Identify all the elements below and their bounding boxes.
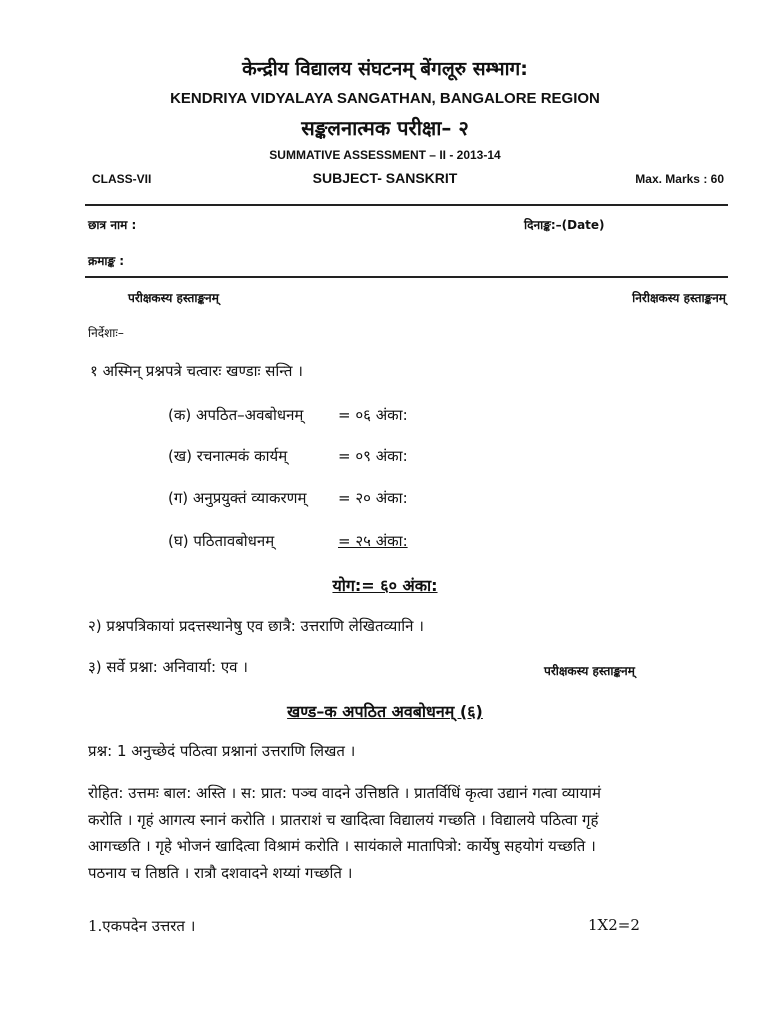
section-gha-marks: = २५ अंका:: [338, 532, 408, 550]
sub-question-1: 1.एकपदेन उत्तरत ।: [88, 917, 196, 935]
student-name-field: छात्र नाम :: [88, 218, 137, 232]
question-1: प्रश्न: 1 अनुच्छेदं पठित्वा प्रश्नानां उत्तराणि लिखत ।: [88, 742, 356, 760]
date-field: दिनाङ्क:–(Date): [524, 218, 605, 232]
sub-question-marks: 1X2=2: [588, 916, 640, 934]
school-title-english: KENDRIYA VIDYALAYA SANGATHAN, BANGALORE REGION: [170, 90, 600, 107]
divider-top: [85, 204, 728, 206]
instruction-2: २) प्रश्नपत्रिकायां प्रदत्तस्थानेषु एव छात्रै: उत्तराणि लेखितव्यानि ।: [88, 617, 424, 635]
passage-line: रोहित: उत्तमः बाल: अस्ति । स: प्रात: पञ्च वादने उत्तिष्ठति । प्रातर्विधिं कृत्वा उद्यानं गत्वा व्यायामं: [88, 784, 601, 802]
supervisor-signature-label: निरीक्षकस्य हस्ताङ्कनम्: [632, 291, 726, 305]
total-marks: योग:= ६० अंका:: [332, 576, 438, 595]
section-ka-name: (क) अपठित–अवबोधनम्: [168, 406, 304, 424]
section-ka-marks: = ०६ अंका:: [338, 406, 408, 424]
passage: [88, 780, 728, 886]
passage-line: करोति । गृहं आगत्य स्नानं करोति । प्रातराशं च खादित्वा विद्यालयं गच्छति । विद्यालये पठित्वा गृहं: [88, 810, 599, 829]
section-gha-name: (घ) पठितावबोधनम्: [168, 532, 275, 550]
max-marks-label: Max. Marks : 60: [635, 172, 724, 186]
passage-line: आगच्छति । गृहे भोजनं खादित्वा विश्रामं करोति । सायंकाले मातापित्रो: कार्येषु सहयोगं यच्छति ।: [88, 837, 596, 855]
school-title-hindi: केन्द्रीय विद्यालय संघटनम् बेंगलूरु सम्भाग:: [242, 58, 528, 80]
section-kha-name: (ख) रचनात्मकं कार्यम्: [168, 447, 288, 465]
instruction-1: १ अस्मिन् प्रश्नपत्रे चत्वारः खण्डाः सन्ति ।: [90, 362, 303, 380]
exam-title-english: SUMMATIVE ASSESSMENT – II - 2013-14: [269, 148, 501, 162]
examiner-signature-label-2: परीक्षकस्य हस्ताङ्कनम्: [544, 664, 635, 678]
section-ga-marks: = २० अंका:: [338, 489, 408, 507]
roll-number-field: क्रमाङ्क :: [88, 254, 125, 268]
divider-bottom: [85, 276, 728, 278]
section-kha-marks: = ०९ अंका:: [338, 447, 408, 465]
examiner-signature-label: परीक्षकस्य हस्ताङ्कनम्: [128, 291, 219, 305]
instructions-heading: निर्देशाः–: [88, 326, 124, 340]
section-ga-name: (ग) अनुप्रयुक्तं व्याकरणम्: [168, 489, 307, 507]
exam-title-sanskrit: सङ्कलनात्मक परीक्षा– २: [301, 116, 469, 140]
instruction-3: ३) सर्वे प्रश्ना: अनिवार्या: एव ।: [88, 658, 248, 676]
class-label: CLASS-VII: [92, 172, 152, 186]
passage-line: पठनाय च तिष्ठति । रात्रौ दशवादने शय्यां गच्छति ।: [88, 863, 353, 882]
subject-label: SUBJECT- SANSKRIT: [312, 170, 458, 186]
section-a-heading: खण्ड–क अपठित अवबोधनम् (६): [287, 702, 483, 721]
